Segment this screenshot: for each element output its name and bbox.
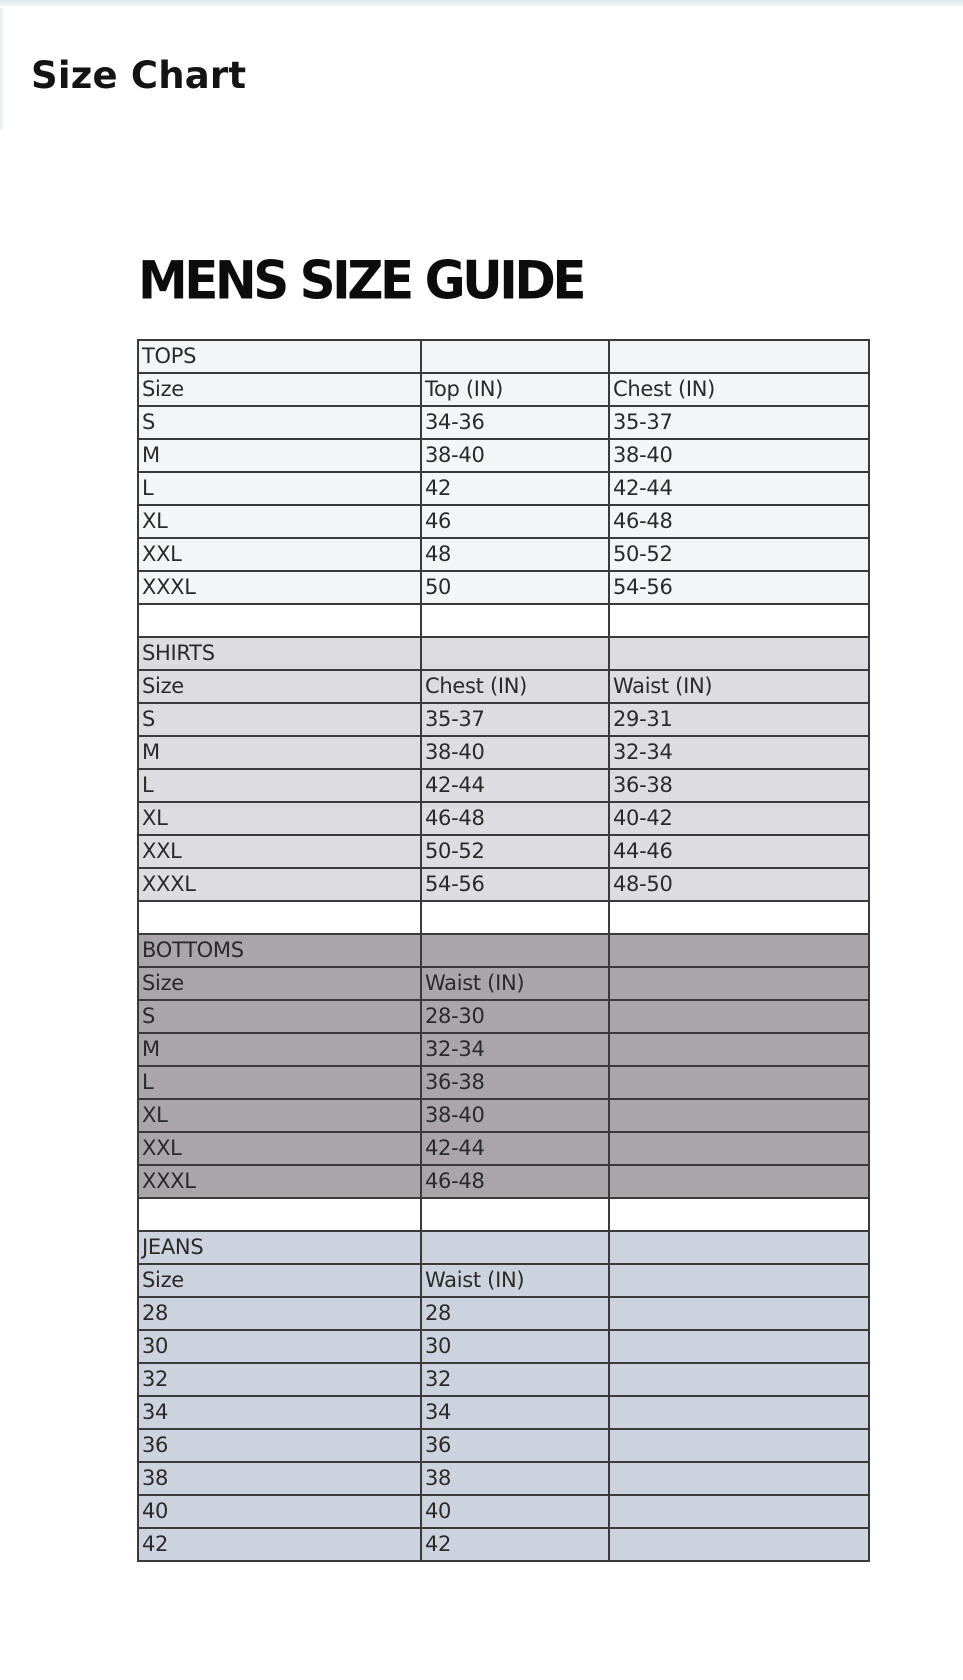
empty-cell	[609, 637, 869, 670]
table-cell: M	[138, 439, 421, 472]
table-cell: XL	[138, 802, 421, 835]
size-chart-image	[110, 230, 900, 1650]
table-cell: L	[138, 769, 421, 802]
column-header-cell: Size	[138, 967, 421, 1000]
table-cell: 50	[421, 571, 609, 604]
empty-cell	[609, 340, 869, 373]
empty-cell	[421, 604, 609, 637]
spacer-row	[138, 604, 869, 637]
section-header-row-bottoms	[138, 934, 869, 967]
empty-cell	[421, 637, 609, 670]
table-row	[138, 439, 869, 472]
table-cell: 30	[421, 1330, 609, 1363]
table-cell	[609, 1066, 869, 1099]
spacer-row	[138, 901, 869, 934]
table-cell: XXL	[138, 1132, 421, 1165]
table-cell: S	[138, 406, 421, 439]
table-cell	[609, 1297, 869, 1330]
table-cell: XXL	[138, 538, 421, 571]
table-cell: XXXL	[138, 571, 421, 604]
table-cell	[609, 1396, 869, 1429]
table-cell: XXL	[138, 835, 421, 868]
table-cell: 28-30	[421, 1000, 609, 1033]
table-cell: XXXL	[138, 1165, 421, 1198]
section-name-jeans: JEANS	[138, 1231, 421, 1264]
table-cell: 36-38	[609, 769, 869, 802]
table-cell: 38	[421, 1462, 609, 1495]
table-cell	[609, 1132, 869, 1165]
table-cell: 50-52	[609, 538, 869, 571]
table-cell: 34	[421, 1396, 609, 1429]
table-cell: 42-44	[421, 769, 609, 802]
table-cell: 50-52	[421, 835, 609, 868]
table-cell: 46-48	[421, 802, 609, 835]
table-cell: M	[138, 1033, 421, 1066]
column-header-cell: Size	[138, 1264, 421, 1297]
table-row	[138, 1099, 869, 1132]
table-row	[138, 505, 869, 538]
empty-cell	[609, 604, 869, 637]
table-cell: 32	[421, 1363, 609, 1396]
table-cell: 36	[138, 1429, 421, 1462]
table-cell: 42-44	[609, 472, 869, 505]
size-table-body	[138, 340, 869, 1561]
table-cell	[609, 1363, 869, 1396]
table-cell: 42-44	[421, 1132, 609, 1165]
table-cell	[609, 1330, 869, 1363]
table-cell: 42	[421, 1528, 609, 1561]
table-cell: XL	[138, 505, 421, 538]
table-row	[138, 1066, 869, 1099]
table-cell: 38-40	[421, 1099, 609, 1132]
table-row	[138, 1396, 869, 1429]
table-cell: XXXL	[138, 868, 421, 901]
column-header-cell: Top (IN)	[421, 373, 609, 406]
empty-cell	[421, 901, 609, 934]
table-cell: 54-56	[421, 868, 609, 901]
column-header-row-shirts	[138, 670, 869, 703]
table-cell: 30	[138, 1330, 421, 1363]
table-cell: S	[138, 703, 421, 736]
empty-cell	[421, 1231, 609, 1264]
section-name-shirts: SHIRTS	[138, 637, 421, 670]
table-cell: 34	[138, 1396, 421, 1429]
section-header-row-shirts	[138, 637, 869, 670]
table-row	[138, 1132, 869, 1165]
empty-cell	[421, 340, 609, 373]
spacer-row	[138, 1198, 869, 1231]
table-cell	[609, 1099, 869, 1132]
table-cell: 35-37	[421, 703, 609, 736]
table-cell: 42	[421, 472, 609, 505]
column-header-cell: Size	[138, 670, 421, 703]
table-cell: 32-34	[609, 736, 869, 769]
table-row	[138, 1165, 869, 1198]
empty-cell	[138, 1198, 421, 1231]
table-cell: 44-46	[609, 835, 869, 868]
column-header-cell: Chest (IN)	[609, 373, 869, 406]
table-cell: 28	[138, 1297, 421, 1330]
section-name-tops: TOPS	[138, 340, 421, 373]
table-cell: 42	[138, 1528, 421, 1561]
table-row	[138, 769, 869, 802]
table-cell	[609, 1033, 869, 1066]
size-table	[137, 339, 870, 1562]
table-row	[138, 571, 869, 604]
table-cell	[609, 1000, 869, 1033]
table-row	[138, 1000, 869, 1033]
section-name-bottoms: BOTTOMS	[138, 934, 421, 967]
column-header-cell: Chest (IN)	[421, 670, 609, 703]
table-cell: 28	[421, 1297, 609, 1330]
column-header-row-tops	[138, 373, 869, 406]
table-cell: 46-48	[421, 1165, 609, 1198]
table-cell: 32	[138, 1363, 421, 1396]
table-cell	[609, 1495, 869, 1528]
table-row	[138, 406, 869, 439]
table-row	[138, 472, 869, 505]
section-header-row-tops	[138, 340, 869, 373]
size-guide-title: MENS SIZE GUIDE	[138, 250, 584, 311]
empty-cell	[609, 901, 869, 934]
table-row	[138, 1330, 869, 1363]
table-cell: 54-56	[609, 571, 869, 604]
column-header-cell: Waist (IN)	[421, 967, 609, 1000]
column-header-cell: Size	[138, 373, 421, 406]
table-row	[138, 1462, 869, 1495]
column-header-cell: Waist (IN)	[609, 670, 869, 703]
table-row	[138, 835, 869, 868]
table-cell	[609, 1429, 869, 1462]
page-title: Size Chart	[31, 54, 247, 97]
table-cell: S	[138, 1000, 421, 1033]
table-cell: 32-34	[421, 1033, 609, 1066]
table-cell: 34-36	[421, 406, 609, 439]
table-cell: 38-40	[421, 439, 609, 472]
table-row	[138, 538, 869, 571]
table-cell: 48	[421, 538, 609, 571]
column-header-cell	[609, 967, 869, 1000]
table-row	[138, 1429, 869, 1462]
table-row	[138, 1528, 869, 1561]
header-panel	[0, 8, 963, 130]
table-row	[138, 868, 869, 901]
empty-cell	[609, 934, 869, 967]
table-cell: 48-50	[609, 868, 869, 901]
table-cell: 46-48	[609, 505, 869, 538]
column-header-cell	[609, 1264, 869, 1297]
table-cell: 29-31	[609, 703, 869, 736]
empty-cell	[609, 1198, 869, 1231]
table-cell: L	[138, 472, 421, 505]
table-row	[138, 1297, 869, 1330]
empty-cell	[138, 604, 421, 637]
table-row	[138, 703, 869, 736]
table-cell: M	[138, 736, 421, 769]
column-header-row-bottoms	[138, 967, 869, 1000]
top-status-strip	[0, 0, 963, 6]
table-cell: 35-37	[609, 406, 869, 439]
table-cell: 40	[421, 1495, 609, 1528]
section-header-row-jeans	[138, 1231, 869, 1264]
table-cell: 46	[421, 505, 609, 538]
table-cell	[609, 1165, 869, 1198]
table-cell: 38-40	[421, 736, 609, 769]
table-cell: L	[138, 1066, 421, 1099]
table-cell: 40	[138, 1495, 421, 1528]
column-header-row-jeans	[138, 1264, 869, 1297]
empty-cell	[609, 1231, 869, 1264]
table-cell: XL	[138, 1099, 421, 1132]
table-row	[138, 1495, 869, 1528]
table-cell	[609, 1462, 869, 1495]
table-row	[138, 1363, 869, 1396]
table-cell: 38-40	[609, 439, 869, 472]
table-row	[138, 736, 869, 769]
empty-cell	[421, 934, 609, 967]
table-cell	[609, 1528, 869, 1561]
empty-cell	[138, 901, 421, 934]
table-cell: 36	[421, 1429, 609, 1462]
table-cell: 40-42	[609, 802, 869, 835]
table-row	[138, 1033, 869, 1066]
table-row	[138, 802, 869, 835]
empty-cell	[421, 1198, 609, 1231]
table-cell: 38	[138, 1462, 421, 1495]
column-header-cell: Waist (IN)	[421, 1264, 609, 1297]
table-cell: 36-38	[421, 1066, 609, 1099]
